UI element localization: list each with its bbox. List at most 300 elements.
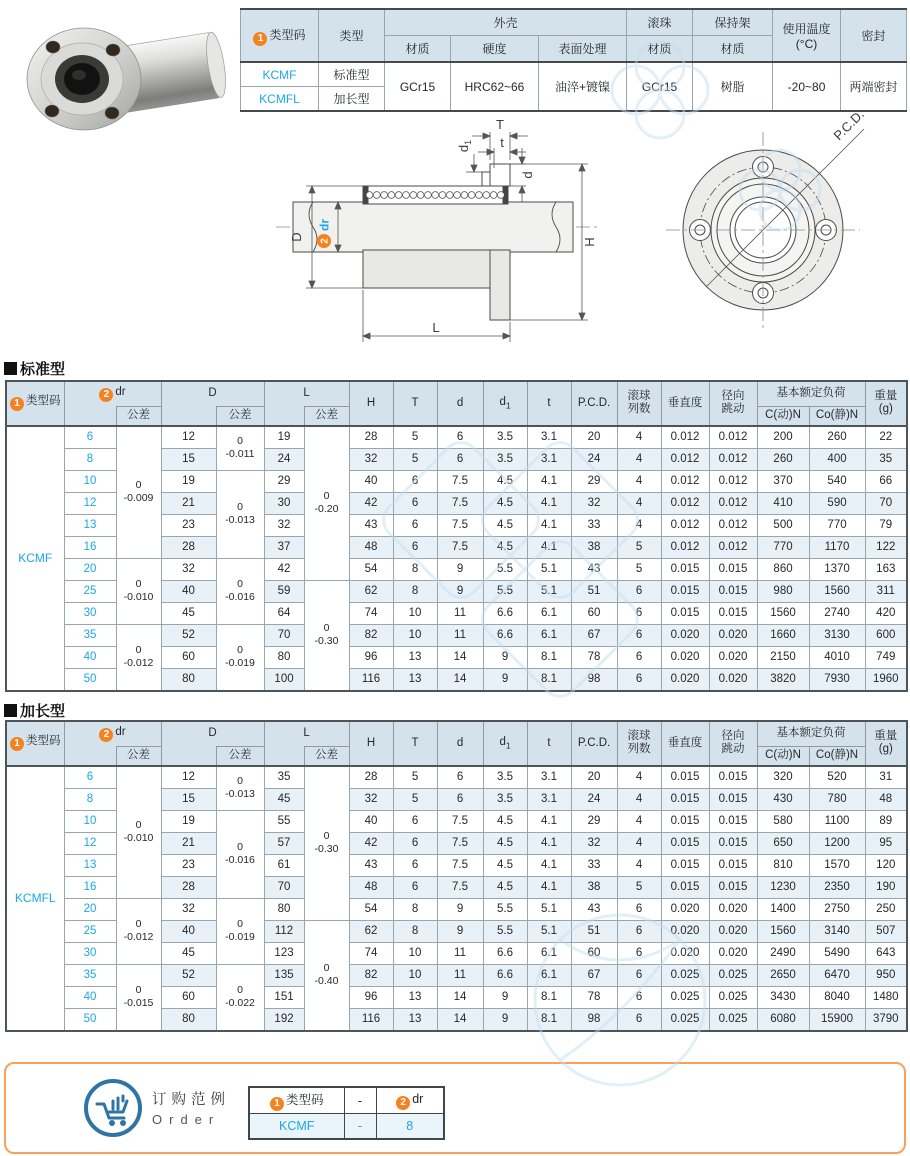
cell-runout: 0.012 [709, 514, 757, 536]
dim-label-t: t [500, 135, 504, 150]
cell-L: 70 [264, 876, 304, 898]
cell-d1: 5.5 [483, 920, 527, 942]
cell-runout: 0.012 [709, 492, 757, 514]
cell-co: 5490 [809, 942, 865, 964]
cell-H: 82 [349, 964, 393, 986]
cell-w: 89 [865, 810, 907, 832]
section-title-extended: 加长型 [4, 700, 65, 721]
cell-T: 10 [393, 602, 437, 624]
spec-row-kcmf [241, 62, 907, 87]
cell-runout: 0.025 [709, 964, 757, 986]
cell-w: 950 [865, 964, 907, 986]
cell-T: 13 [393, 668, 437, 691]
cell-pcd: 38 [571, 536, 617, 558]
cell-L: 42 [264, 558, 304, 580]
col-header-d1: $d_1$ [483, 721, 527, 766]
cell-L: 24 [264, 448, 304, 470]
table-row [6, 558, 907, 580]
cell-runout: 0.015 [709, 810, 757, 832]
cell-runout: 0.020 [709, 920, 757, 942]
cell-T: 6 [393, 492, 437, 514]
cell-d: 11 [437, 942, 483, 964]
cell-dr: 40 [64, 986, 116, 1008]
spec-col-surface: 表面处理 [539, 36, 627, 63]
cell-t: 4.1 [527, 536, 571, 558]
flange-tab [490, 164, 510, 186]
cell-pcd: 20 [571, 766, 617, 789]
cell-balls: 4 [617, 470, 661, 492]
cell-d1: 3.5 [483, 766, 527, 789]
order-title-cn: 订购范例 [152, 1092, 230, 1108]
cell-d: 6 [437, 788, 483, 810]
cell-perp: 0.020 [661, 920, 709, 942]
cell-c: 200 [757, 426, 809, 449]
cell-d1: 9 [483, 986, 527, 1008]
cell-perp: 0.015 [661, 602, 709, 624]
cell-balls: 6 [617, 986, 661, 1008]
cell-co: 2350 [809, 876, 865, 898]
cell-d: 9 [437, 920, 483, 942]
cell-L: 37 [264, 536, 304, 558]
cell-D: 12 [161, 766, 216, 789]
cell-c: 1230 [757, 876, 809, 898]
cell-balls: 4 [617, 810, 661, 832]
cell-d: 7.5 [437, 536, 483, 558]
dim-label-H: H [582, 237, 597, 247]
cell-c: 1560 [757, 920, 809, 942]
front-view [666, 129, 864, 328]
cell-H: 28 [349, 426, 393, 449]
cell-co: 6470 [809, 964, 865, 986]
square-bullet [4, 362, 17, 375]
bolt-hole [45, 105, 59, 117]
cell-d: 7.5 [437, 854, 483, 876]
cell-D: 40 [161, 580, 216, 602]
cell-dr: 35 [64, 964, 116, 986]
col-header-T: T [393, 381, 437, 426]
shell-material-value: GCr15 [385, 62, 451, 111]
col-header-pcd: P.C.D. [571, 381, 617, 426]
spec-col-cage-material: 材质 [693, 36, 773, 63]
cell-L: 80 [264, 646, 304, 668]
cell-co: 260 [809, 426, 865, 449]
cell-perp: 0.025 [661, 986, 709, 1008]
cell-pcd: 78 [571, 986, 617, 1008]
col-header-radial-runout: 径向 跳动 [709, 721, 757, 766]
bolt-hole [106, 44, 120, 56]
col-header-dr-tolerance: 公差 [116, 747, 161, 766]
cell-H: 82 [349, 624, 393, 646]
cell-t: 6.1 [527, 602, 571, 624]
cell-w: 66 [865, 470, 907, 492]
cell-H: 40 [349, 810, 393, 832]
cell-H: 116 [349, 668, 393, 691]
cell-w: 190 [865, 876, 907, 898]
ball-row [366, 192, 504, 199]
cell-c: 810 [757, 854, 809, 876]
col-header-L: L [264, 721, 349, 747]
cell-perp: 0.015 [661, 580, 709, 602]
cell-T: 8 [393, 920, 437, 942]
col-header-L-tolerance: 公差 [304, 407, 349, 426]
cell-w: 250 [865, 898, 907, 920]
cell-H: 54 [349, 558, 393, 580]
cell-co: 2740 [809, 602, 865, 624]
spec-col-ball-material: 材质 [627, 36, 693, 63]
cell-dr: 8 [64, 448, 116, 470]
cell-d: 11 [437, 964, 483, 986]
cell-t: 4.1 [527, 514, 571, 536]
cell-d: 9 [437, 558, 483, 580]
cell-d: 7.5 [437, 876, 483, 898]
cell-pcd: 24 [571, 448, 617, 470]
cell-T: 5 [393, 766, 437, 789]
cell-D: 52 [161, 624, 216, 646]
col-header-load-rating: 基本额定负荷 [757, 721, 865, 747]
cell-co: 15900 [809, 1008, 865, 1031]
col-header-D-tolerance: 公差 [216, 747, 264, 766]
col-header-D: D [161, 381, 264, 407]
cell-c: 430 [757, 788, 809, 810]
cell-d1: 9 [483, 668, 527, 691]
cell-balls: 6 [617, 942, 661, 964]
cell-dr: 20 [64, 898, 116, 920]
cell-pcd: 33 [571, 514, 617, 536]
cell-T: 10 [393, 942, 437, 964]
cell-T: 5 [393, 788, 437, 810]
cell-runout: 0.020 [709, 646, 757, 668]
cell-d: 7.5 [437, 492, 483, 514]
cell-runout: 0.020 [709, 668, 757, 691]
cell-D: 21 [161, 492, 216, 514]
cell-pcd: 51 [571, 920, 617, 942]
col-header-d: d [437, 381, 483, 426]
cell-perp: 0.012 [661, 514, 709, 536]
cell-runout: 0.020 [709, 624, 757, 646]
cell-perp: 0.015 [661, 876, 709, 898]
cell-L: 70 [264, 624, 304, 646]
cell-co: 1370 [809, 558, 865, 580]
cell-L-tolerance: 0 -0.30 [304, 580, 349, 691]
dim-label-T: T [496, 117, 504, 132]
cell-c: 260 [757, 448, 809, 470]
cell-t: 4.1 [527, 810, 571, 832]
cell-pcd: 38 [571, 876, 617, 898]
cell-pcd: 29 [571, 810, 617, 832]
cell-H: 74 [349, 602, 393, 624]
cell-d1: 4.5 [483, 876, 527, 898]
cell-t: 3.1 [527, 788, 571, 810]
hardness-value: HRC62~66 [451, 62, 539, 111]
col-header-code: 1 类型码 [6, 381, 64, 426]
cell-D-tolerance: 0 -0.013 [216, 766, 264, 811]
cell-runout: 0.015 [709, 854, 757, 876]
table-row [6, 766, 907, 789]
cell-pcd: 20 [571, 426, 617, 449]
cell-co: 1170 [809, 536, 865, 558]
cell-d1: 4.5 [483, 536, 527, 558]
col-header-t: t [527, 721, 571, 766]
cell-D: 32 [161, 558, 216, 580]
cell-d1: 6.6 [483, 942, 527, 964]
technical-drawing [268, 102, 908, 360]
square-bullet [4, 704, 17, 717]
cell-d: 9 [437, 898, 483, 920]
cell-d1: 4.5 [483, 514, 527, 536]
bolt-hole [105, 107, 119, 119]
cell-H: 42 [349, 492, 393, 514]
cell-t: 5.1 [527, 898, 571, 920]
cell-balls: 6 [617, 602, 661, 624]
cell-d1: 3.5 [483, 448, 527, 470]
cell-pcd: 33 [571, 854, 617, 876]
cell-co: 3130 [809, 624, 865, 646]
col-header-dynamic-load: C(动)N [757, 407, 809, 426]
cell-L: 32 [264, 514, 304, 536]
cell-balls: 5 [617, 558, 661, 580]
dim-label-d: d [520, 171, 535, 179]
cell-H: 74 [349, 942, 393, 964]
cell-T: 6 [393, 810, 437, 832]
cell-D: 80 [161, 668, 216, 691]
cell-D-tolerance: 0 -0.019 [216, 898, 264, 964]
cell-D: 15 [161, 448, 216, 470]
cell-w: 3790 [865, 1008, 907, 1031]
order-col-dash: - [344, 1087, 376, 1114]
spec-col-shell-material: 材质 [385, 36, 451, 63]
badge-2: 2 [99, 728, 113, 742]
cell-balls: 6 [617, 624, 661, 646]
type-code: KCMF [241, 62, 319, 87]
cell-T: 5 [393, 426, 437, 449]
cell-d1: 9 [483, 646, 527, 668]
cell-dr: 6 [64, 766, 116, 789]
cell-family-code: KCMFL [6, 766, 64, 1031]
cell-dr: 16 [64, 536, 116, 558]
order-col-code: 1 类型码 [249, 1087, 344, 1114]
cell-perp: 0.020 [661, 668, 709, 691]
col-header-radial-runout: 径向 跳动 [709, 381, 757, 426]
cell-dr: 12 [64, 832, 116, 854]
col-header-static-load: Co(静)N [809, 747, 865, 766]
cell-L-tolerance: 0 -0.20 [304, 426, 349, 581]
cell-perp: 0.012 [661, 492, 709, 514]
cell-balls: 6 [617, 646, 661, 668]
cell-balls: 4 [617, 766, 661, 789]
cell-w: 122 [865, 536, 907, 558]
cell-D: 52 [161, 964, 216, 986]
cell-c: 1400 [757, 898, 809, 920]
cell-dr: 30 [64, 602, 116, 624]
cell-c: 980 [757, 580, 809, 602]
cell-perp: 0.012 [661, 536, 709, 558]
col-header-weight: 重量 (g) [865, 721, 907, 766]
cell-pcd: 67 [571, 964, 617, 986]
cell-D: 60 [161, 646, 216, 668]
cell-dr: 13 [64, 854, 116, 876]
cell-dr: 50 [64, 1008, 116, 1031]
cell-co: 770 [809, 514, 865, 536]
cell-d: 6 [437, 426, 483, 449]
cell-dr-tolerance: 0 -0.010 [116, 766, 161, 899]
cell-dr-tolerance: 0 -0.012 [116, 898, 161, 964]
cell-D: 60 [161, 986, 216, 1008]
col-header-weight: 重量 (g) [865, 381, 907, 426]
cell-pcd: 98 [571, 668, 617, 691]
cell-T: 5 [393, 448, 437, 470]
cell-d1: 5.5 [483, 580, 527, 602]
cell-d1: 5.5 [483, 558, 527, 580]
cell-w: 79 [865, 514, 907, 536]
col-header-perpendicularity: 垂直度 [661, 381, 709, 426]
cell-perp: 0.012 [661, 448, 709, 470]
cell-dr: 13 [64, 514, 116, 536]
cell-c: 860 [757, 558, 809, 580]
badge-2: 2 [396, 1096, 410, 1110]
housing-section [363, 250, 490, 288]
cell-L-tolerance: 0 -0.30 [304, 766, 349, 921]
cell-dr: 35 [64, 624, 116, 646]
cell-w: 420 [865, 602, 907, 624]
cell-t: 5.1 [527, 920, 571, 942]
cell-L: 80 [264, 898, 304, 920]
cell-runout: 0.025 [709, 986, 757, 1008]
spec-col-type: 类型 [319, 9, 385, 62]
col-header-D-tolerance: 公差 [216, 407, 264, 426]
table-row [6, 426, 907, 449]
cell-perp: 0.020 [661, 898, 709, 920]
cell-d: 7.5 [437, 514, 483, 536]
cell-T: 10 [393, 964, 437, 986]
cell-d: 11 [437, 624, 483, 646]
cell-c: 1660 [757, 624, 809, 646]
cell-D-tolerance: 0 -0.016 [216, 558, 264, 624]
order-example-section [4, 1062, 906, 1154]
cell-pcd: 67 [571, 624, 617, 646]
cell-w: 600 [865, 624, 907, 646]
cell-D: 45 [161, 602, 216, 624]
spec-col-code: 1 类型码 [241, 9, 319, 62]
bolt-hole [46, 41, 60, 53]
col-header-dr: 2 dr [64, 381, 161, 407]
cell-pcd: 51 [571, 580, 617, 602]
cell-D: 80 [161, 1008, 216, 1031]
cell-pcd: 78 [571, 646, 617, 668]
table-row [6, 898, 907, 920]
cell-balls: 4 [617, 448, 661, 470]
cell-T: 6 [393, 514, 437, 536]
cell-perp: 0.015 [661, 832, 709, 854]
order-titles [152, 1088, 230, 1127]
cell-pcd: 43 [571, 898, 617, 920]
cell-runout: 0.012 [709, 470, 757, 492]
col-header-L: L [264, 381, 349, 407]
cell-T: 6 [393, 536, 437, 558]
cell-c: 500 [757, 514, 809, 536]
cell-w: 749 [865, 646, 907, 668]
cell-t: 8.1 [527, 1008, 571, 1031]
cell-T: 6 [393, 876, 437, 898]
cell-dr: 25 [64, 920, 116, 942]
cell-c: 2650 [757, 964, 809, 986]
ball-material-value: GCr15 [627, 62, 693, 111]
cell-perp: 0.015 [661, 810, 709, 832]
spec-col-seal: 密封 [841, 9, 907, 62]
cell-co: 1200 [809, 832, 865, 854]
cell-balls: 4 [617, 426, 661, 449]
cell-dr: 8 [64, 788, 116, 810]
cell-D-tolerance: 0 -0.016 [216, 810, 264, 898]
cell-pcd: 60 [571, 602, 617, 624]
cell-runout: 0.015 [709, 876, 757, 898]
cell-c: 370 [757, 470, 809, 492]
cell-t: 6.1 [527, 942, 571, 964]
cell-co: 520 [809, 766, 865, 789]
cell-T: 6 [393, 854, 437, 876]
cell-runout: 0.012 [709, 536, 757, 558]
cell-w: 70 [865, 492, 907, 514]
cell-H: 42 [349, 832, 393, 854]
cell-dr: 16 [64, 876, 116, 898]
col-header-static-load: Co(静)N [809, 407, 865, 426]
dim-label-pcd: P.C.D. [830, 106, 868, 144]
cell-d1: 4.5 [483, 854, 527, 876]
col-header-pcd: P.C.D. [571, 721, 617, 766]
standard-dimension-table [5, 380, 908, 692]
cell-c: 650 [757, 832, 809, 854]
order-col-dr: 2 dr [376, 1087, 444, 1114]
col-header-d: d [437, 721, 483, 766]
cell-L: 61 [264, 854, 304, 876]
col-header-load-rating: 基本额定负荷 [757, 381, 865, 407]
cell-D: 12 [161, 426, 216, 449]
cell-dr: 25 [64, 580, 116, 602]
extended-dimension-table [5, 720, 908, 1032]
cell-pcd: 32 [571, 492, 617, 514]
cell-H: 40 [349, 470, 393, 492]
cell-co: 1570 [809, 854, 865, 876]
cell-balls: 6 [617, 964, 661, 986]
cell-L: 59 [264, 580, 304, 602]
cell-perp: 0.020 [661, 942, 709, 964]
cell-d: 14 [437, 1008, 483, 1031]
cell-t: 8.1 [527, 668, 571, 691]
cell-T: 6 [393, 470, 437, 492]
badge-1: 1 [270, 1097, 284, 1111]
cell-T: 8 [393, 898, 437, 920]
spec-col-hardness: 硬度 [451, 36, 539, 63]
cell-runout: 0.012 [709, 426, 757, 449]
cell-T: 13 [393, 1008, 437, 1031]
cell-D-tolerance: 0 -0.013 [216, 470, 264, 558]
cell-w: 507 [865, 920, 907, 942]
flange-pilot [482, 172, 490, 186]
cell-H: 96 [349, 986, 393, 1008]
cell-w: 35 [865, 448, 907, 470]
standard-table-container [5, 380, 908, 692]
cell-L: 55 [264, 810, 304, 832]
cell-H: 62 [349, 580, 393, 602]
bearing-flange [27, 28, 141, 130]
cell-c: 1560 [757, 602, 809, 624]
cell-balls: 4 [617, 514, 661, 536]
cell-t: 8.1 [527, 986, 571, 1008]
cell-perp: 0.012 [661, 426, 709, 449]
cell-d1: 9 [483, 1008, 527, 1031]
cell-perp: 0.020 [661, 646, 709, 668]
shaft [293, 202, 573, 252]
cell-d: 7.5 [437, 470, 483, 492]
